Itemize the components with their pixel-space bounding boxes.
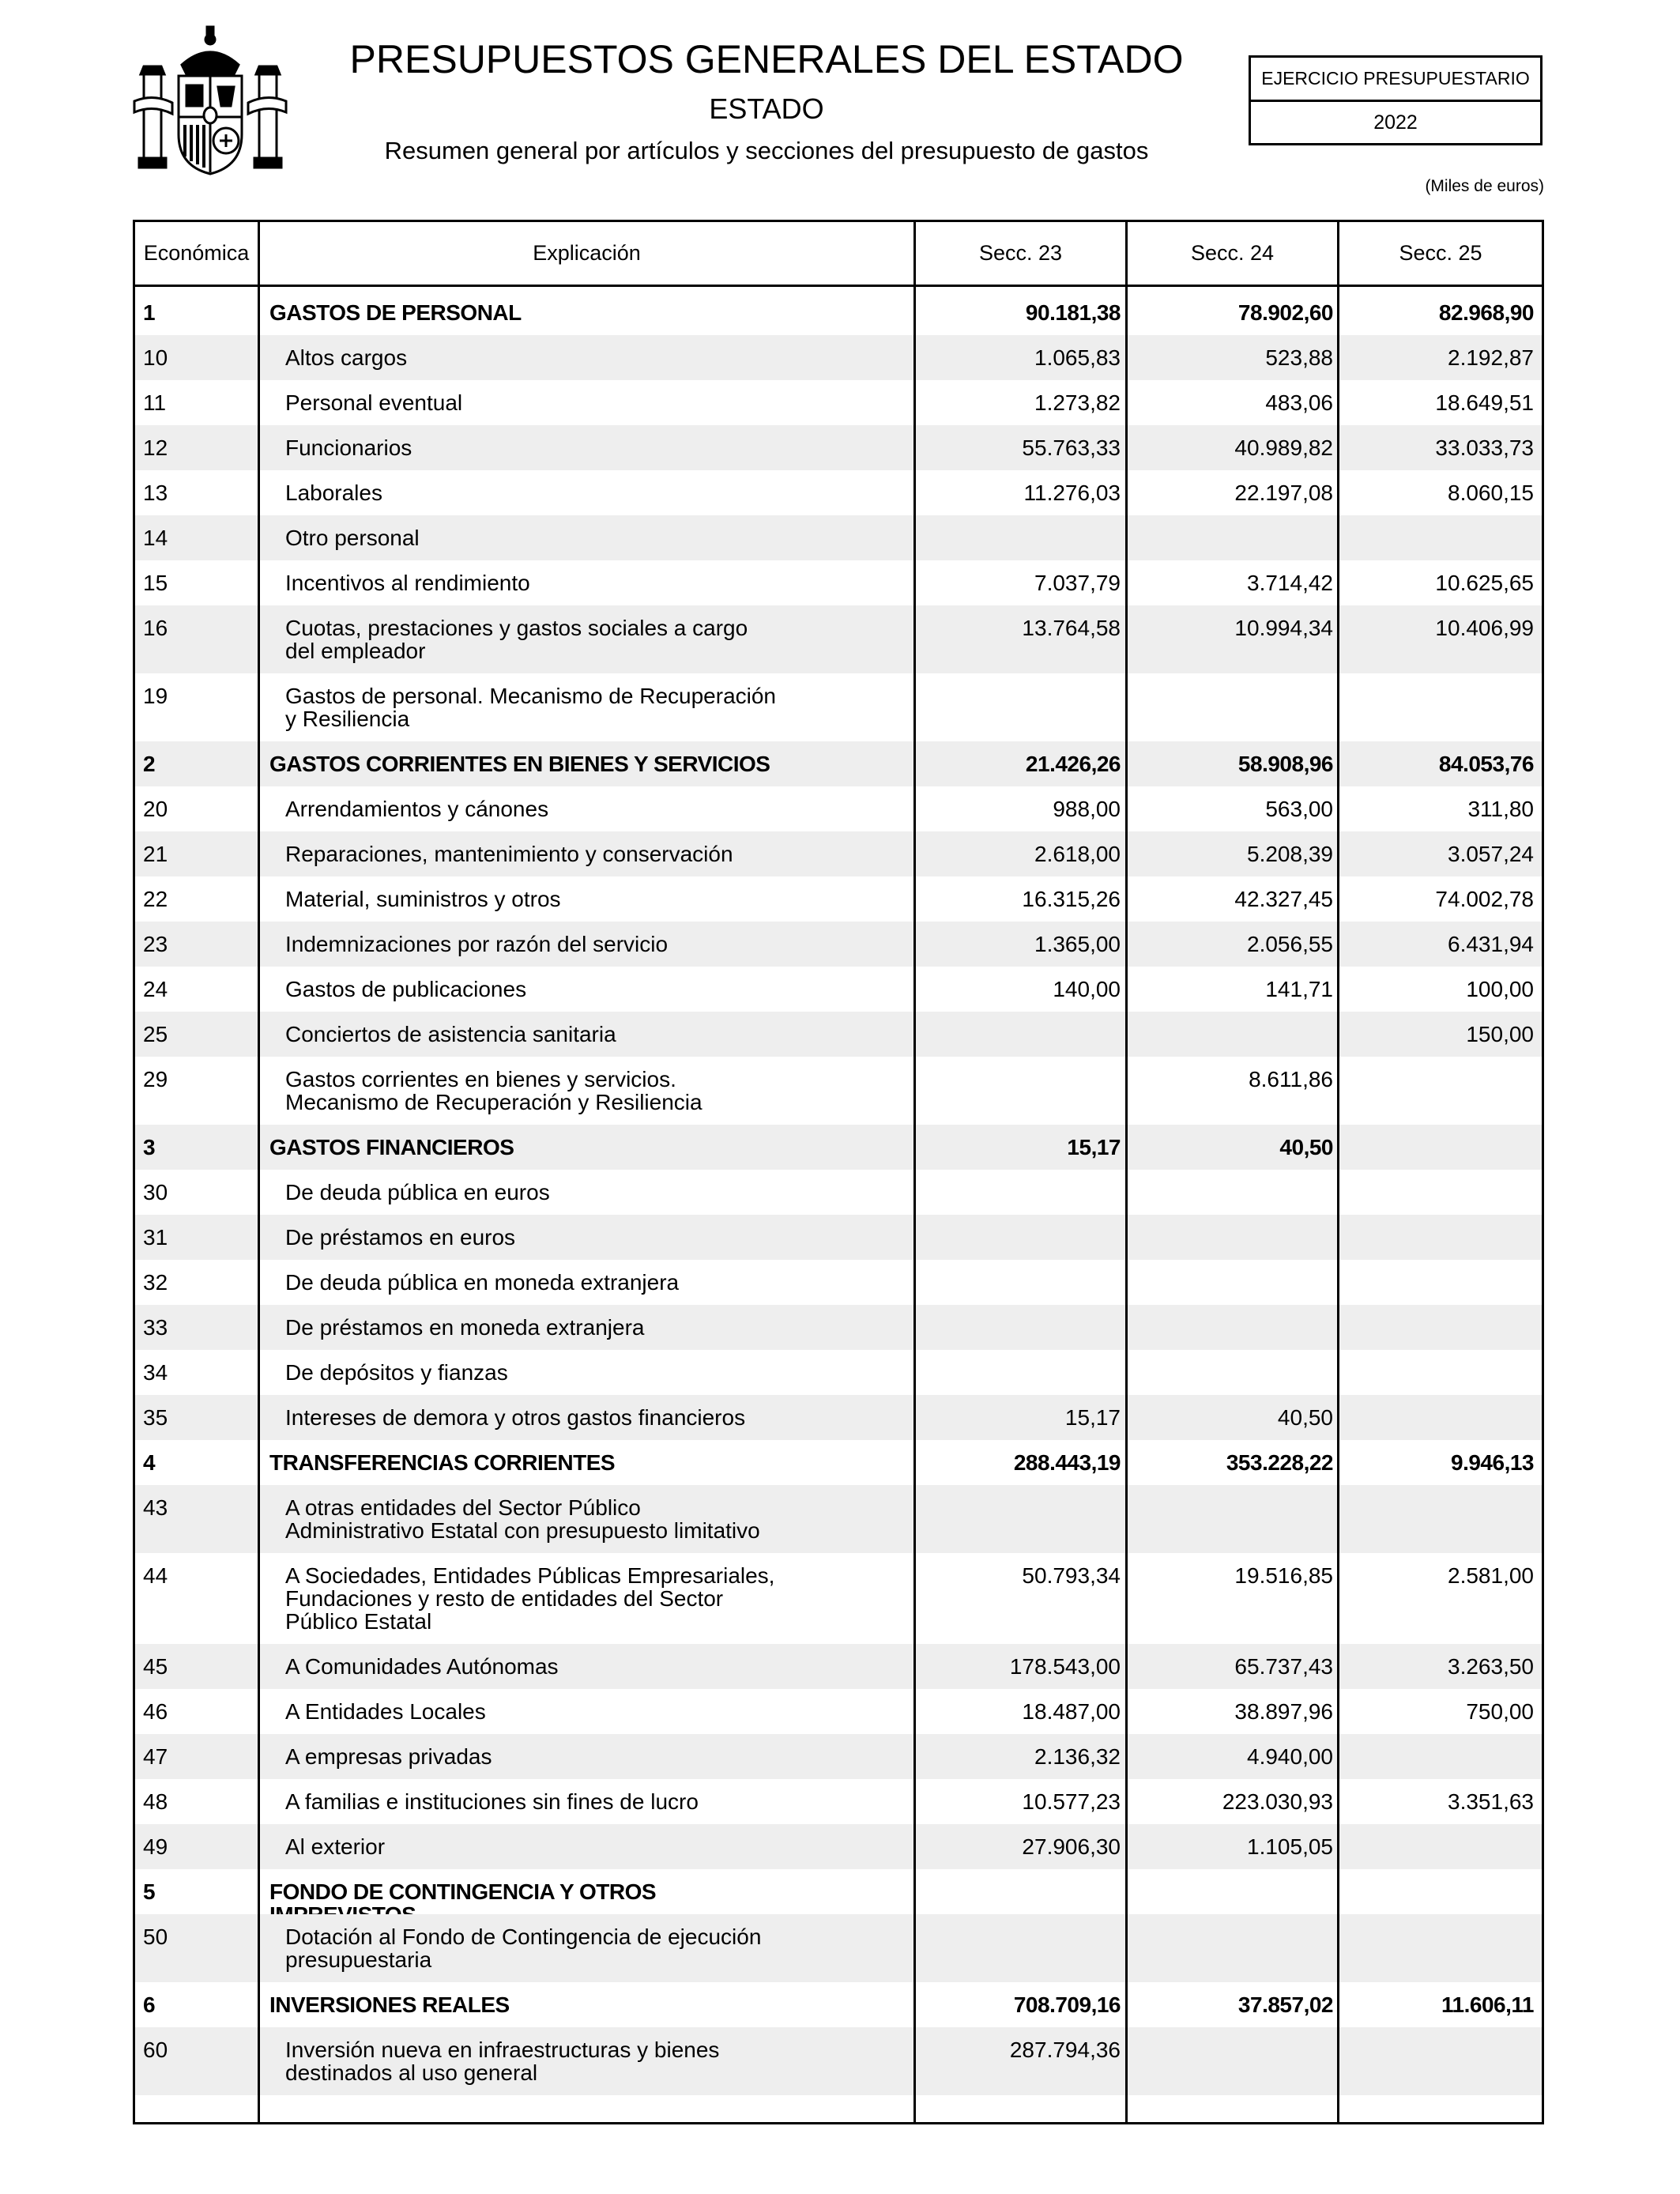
- explicacion-cell: Conciertos de asistencia sanitaria: [285, 1022, 616, 1046]
- secc-23-cell: 988,00: [1053, 797, 1121, 821]
- secc-23-cell: 10.577,23: [1022, 1789, 1121, 1814]
- secc-24-cell: 4.940,00: [1247, 1744, 1333, 1769]
- explicacion-cell: A otras entidades del Sector Público Administrativo Estatal con presupuesto limitativo: [285, 1495, 760, 1543]
- secc-25-cell: 2.581,00: [1448, 1563, 1534, 1588]
- secc-24-cell: 483,06: [1265, 390, 1333, 415]
- secc-24-cell: 10.994,34: [1234, 616, 1333, 640]
- secc-23-cell: 50.793,34: [1022, 1563, 1121, 1588]
- column-header-secc-23: Secc. 23: [978, 241, 1063, 265]
- secc-24-cell: 37.857,02: [1237, 1992, 1333, 2017]
- economica-cell: 35: [143, 1405, 168, 1430]
- secc-25-cell: [135, 1305, 1534, 1316]
- economica-cell: 3: [143, 1135, 156, 1159]
- column-divider: [258, 222, 260, 2122]
- column-divider: [913, 222, 916, 2122]
- ejercicio-box: [1249, 55, 1543, 145]
- table-row: [135, 922, 1542, 967]
- explicacion-cell: Arrendamientos y cánones: [285, 797, 549, 821]
- explicacion-cell: A Sociedades, Entidades Públicas Empresariales, Fundaciones y resto de entidades del Sector Público Estatal: [285, 1563, 775, 1634]
- secc-25-cell: [135, 1057, 1534, 1068]
- explicacion-cell: Laborales: [285, 481, 382, 505]
- column-header-secc-24: Secc. 24: [1190, 241, 1275, 265]
- economica-cell: 44: [143, 1563, 168, 1588]
- secc-23-cell: 1.273,82: [1034, 390, 1121, 415]
- secc-25-cell: [135, 1260, 1534, 1271]
- secc-25-cell: [135, 1485, 1534, 1496]
- explicacion-cell: Cuotas, prestaciones y gastos sociales a cargo del empleador: [285, 616, 748, 663]
- secc-23-cell: 7.037,79: [1034, 571, 1121, 595]
- table-row-chapter: [135, 1982, 1542, 2027]
- explicacion-cell: Reparaciones, mantenimiento y conservación: [285, 842, 733, 866]
- table-row: [135, 425, 1542, 470]
- table-row: [135, 1779, 1542, 1824]
- secc-24-cell: 5.208,39: [1247, 842, 1333, 866]
- secc-23-cell: 15,17: [1067, 1135, 1121, 1159]
- secc-24-cell: 523,88: [1265, 345, 1333, 370]
- economica-cell: 34: [143, 1360, 168, 1385]
- table-row: [135, 673, 1542, 741]
- table-row: [135, 380, 1542, 425]
- economica-cell: 15: [143, 571, 168, 595]
- secc-23-cell: 15,17: [1064, 1405, 1121, 1430]
- explicacion-cell: Incentivos al rendimiento: [285, 571, 530, 595]
- secc-23-cell: 21.426,26: [1025, 752, 1121, 776]
- explicacion-cell: Material, suministros y otros: [285, 887, 561, 911]
- table-row: [135, 605, 1542, 673]
- column-divider: [1125, 222, 1128, 2122]
- secc-23-cell: 178.543,00: [1009, 1654, 1121, 1679]
- secc-25-cell: 311,80: [1467, 797, 1534, 821]
- economica-cell: 22: [143, 887, 168, 911]
- secc-25-cell: 3.057,24: [1448, 842, 1534, 866]
- secc-25-cell: [135, 1869, 1534, 1880]
- page-title: PRESUPUESTOS GENERALES DEL ESTADO: [349, 37, 1184, 81]
- secc-25-cell: 10.625,65: [1435, 571, 1534, 595]
- economica-cell: 13: [143, 481, 168, 505]
- secc-25-cell: 2.192,87: [1448, 345, 1534, 370]
- economica-cell: 11: [143, 390, 167, 415]
- economica-cell: 4: [143, 1450, 156, 1475]
- secc-25-cell: [135, 1350, 1534, 1361]
- column-divider: [1337, 222, 1339, 2122]
- secc-24-cell: 40.989,82: [1234, 435, 1333, 460]
- table-row: [135, 515, 1542, 560]
- economica-cell: 5: [143, 1879, 156, 1904]
- secc-25-cell: 84.053,76: [1438, 752, 1534, 776]
- explicacion-cell: De préstamos en euros: [285, 1225, 516, 1250]
- secc-24-cell: 3.714,42: [1247, 571, 1333, 595]
- page-subtitle: ESTADO: [709, 92, 824, 125]
- secc-25-cell: [135, 1734, 1534, 1745]
- economica-cell: 20: [143, 797, 168, 821]
- secc-24-cell: 40,50: [1279, 1135, 1333, 1159]
- column-header-secc-25: Secc. 25: [1399, 241, 1482, 265]
- secc-24-cell: 141,71: [1265, 977, 1333, 1001]
- secc-23-cell: 1.065,83: [1034, 345, 1121, 370]
- secc-24-cell: 353.228,22: [1226, 1450, 1333, 1475]
- ejercicio-label: EJERCICIO PRESUPUESTARIO: [1251, 58, 1540, 102]
- secc-25-cell: 11.606,11: [1441, 1992, 1534, 2017]
- economica-cell: 12: [143, 435, 168, 460]
- economica-cell: 46: [143, 1699, 168, 1724]
- table-row: [135, 1824, 1542, 1869]
- secc-25-cell: 9.946,13: [1451, 1450, 1534, 1475]
- explicacion-cell: GASTOS FINANCIEROS: [269, 1135, 514, 1159]
- secc-25-cell: 74.002,78: [1435, 887, 1534, 911]
- economica-cell: 10: [143, 345, 168, 370]
- table-row-chapter: [135, 290, 1542, 335]
- table-row: [135, 560, 1542, 605]
- secc-25-cell: [135, 1824, 1534, 1835]
- secc-23-cell: 27.906,30: [1022, 1834, 1121, 1859]
- explicacion-cell: De préstamos en moneda extranjera: [285, 1315, 645, 1340]
- table-row: [135, 967, 1542, 1012]
- secc-25-cell: 3.351,63: [1448, 1789, 1534, 1814]
- table-row: [135, 1057, 1542, 1125]
- table-row: [135, 1734, 1542, 1779]
- economica-cell: 16: [143, 616, 168, 640]
- table-row: [135, 876, 1542, 922]
- secc-24-cell: 563,00: [1265, 797, 1333, 821]
- explicacion-cell: Otro personal: [285, 526, 420, 550]
- economica-cell: 14: [143, 526, 168, 550]
- explicacion-cell: Altos cargos: [285, 345, 408, 370]
- header: [269, 32, 1264, 171]
- economica-cell: 29: [143, 1067, 168, 1091]
- explicacion-cell: INVERSIONES REALES: [269, 1992, 510, 2017]
- secc-23-cell: 55.763,33: [1022, 435, 1121, 460]
- column-header-economica: Económica: [143, 241, 250, 265]
- economica-cell: 49: [143, 1834, 168, 1859]
- table-row: [135, 335, 1542, 380]
- table-row: [135, 1914, 1542, 1982]
- economica-cell: 32: [143, 1270, 168, 1295]
- secc-24-cell: 19.516,85: [1234, 1563, 1333, 1588]
- economica-cell: 48: [143, 1789, 168, 1814]
- table-row-chapter: [135, 1125, 1542, 1170]
- explicacion-cell: A empresas privadas: [285, 1744, 492, 1769]
- secc-25-cell: 8.060,15: [1448, 481, 1534, 505]
- explicacion-cell: Inversión nueva en infraestructuras y bienes destinados al uso general: [285, 2038, 720, 2085]
- secc-25-cell: [135, 1395, 1534, 1406]
- explicacion-cell: Gastos de personal. Mecanismo de Recuperación y Resiliencia: [285, 684, 777, 731]
- secc-24-cell: 2.056,55: [1247, 932, 1333, 956]
- table-row: [135, 786, 1542, 831]
- secc-24-cell: 223.030,93: [1222, 1789, 1333, 1814]
- page-description: Resumen general por artículos y secciones del presupuesto de gastos: [384, 137, 1149, 164]
- table-row: [135, 470, 1542, 515]
- explicacion-cell: De deuda pública en moneda extranjera: [285, 1270, 680, 1295]
- budget-table: [133, 220, 1544, 2124]
- explicacion-cell: Funcionarios: [285, 435, 412, 460]
- secc-25-cell: 6.431,94: [1448, 932, 1534, 956]
- economica-cell: 45: [143, 1654, 168, 1679]
- secc-25-cell: [135, 515, 1534, 526]
- secc-24-cell: 42.327,45: [1234, 887, 1333, 911]
- explicacion-cell: Personal eventual: [285, 390, 463, 415]
- table-row: [135, 1215, 1542, 1260]
- table-row-chapter: [135, 1869, 1542, 1914]
- explicacion-cell: A Entidades Locales: [285, 1699, 486, 1724]
- secc-24-cell: 78.902,60: [1237, 300, 1333, 325]
- explicacion-cell: A familias e instituciones sin fines de lucro: [285, 1789, 699, 1814]
- secc-23-cell: 288.443,19: [1013, 1450, 1121, 1475]
- explicacion-cell: FONDO DE CONTINGENCIA Y OTROS: [269, 1879, 657, 1904]
- economica-cell: 43: [143, 1495, 168, 1520]
- secc-24-cell: 8.611,86: [1249, 1067, 1333, 1091]
- economica-cell: 25: [143, 1022, 168, 1046]
- explicacion-cell: A Comunidades Autónomas: [285, 1654, 559, 1679]
- economica-cell: 31: [143, 1225, 168, 1250]
- secc-23-cell: 287.794,36: [1009, 2038, 1121, 2062]
- table-row: [135, 1305, 1542, 1350]
- secc-24-cell: 38.897,96: [1234, 1699, 1333, 1724]
- table-row-chapter: [135, 741, 1542, 786]
- explicacion-cell: De deuda pública en euros: [285, 1180, 550, 1204]
- explicacion-cell: Intereses de demora y otros gastos financieros: [285, 1405, 746, 1430]
- economica-cell: 2: [143, 752, 156, 776]
- explicacion-cell: De depósitos y fianzas: [285, 1360, 508, 1385]
- explicacion-cell: Gastos corrientes en bienes y servicios. Mecanismo de Recuperación y Resiliencia: [285, 1067, 703, 1114]
- economica-cell: 50: [143, 1924, 168, 1949]
- table-row: [135, 1485, 1542, 1553]
- secc-23-cell: 140,00: [1053, 977, 1121, 1001]
- coat-of-arms-icon: [133, 24, 288, 179]
- secc-25-cell: 33.033,73: [1435, 435, 1534, 460]
- economica-cell: 30: [143, 1180, 168, 1204]
- secc-23-cell: 16.315,26: [1022, 887, 1121, 911]
- secc-24-cell: 65.737,43: [1234, 1654, 1333, 1679]
- table-row: [135, 2027, 1542, 2095]
- secc-25-cell: 3.263,50: [1448, 1654, 1534, 1679]
- table-row: [135, 1395, 1542, 1440]
- secc-23-cell: 13.764,58: [1022, 616, 1121, 640]
- secc-23-cell: 1.365,00: [1034, 932, 1121, 956]
- table-row-chapter: [135, 1440, 1542, 1485]
- secc-25-cell: 82.968,90: [1438, 300, 1534, 325]
- table-body: [135, 290, 1542, 2095]
- table-row: [135, 1012, 1542, 1057]
- secc-23-cell: 90.181,38: [1025, 300, 1121, 325]
- table-row: [135, 1689, 1542, 1734]
- secc-25-cell: [135, 1125, 1534, 1136]
- secc-23-cell: 18.487,00: [1022, 1699, 1121, 1724]
- secc-25-cell: 150,00: [1466, 1022, 1534, 1046]
- units-note: (Miles de euros): [1425, 177, 1544, 195]
- economica-cell: 19: [143, 684, 168, 708]
- table-row: [135, 1553, 1542, 1644]
- table-row: [135, 1350, 1542, 1395]
- secc-25-cell: [135, 2027, 1534, 2038]
- column-header-explicacion: Explicación: [533, 241, 641, 265]
- economica-cell: 60: [143, 2038, 168, 2062]
- explicacion-cell: GASTOS DE PERSONAL: [269, 300, 522, 325]
- secc-25-cell: [135, 1914, 1534, 1925]
- table-row: [135, 1644, 1542, 1689]
- secc-25-cell: 18.649,51: [1435, 390, 1534, 415]
- secc-23-cell: 708.709,16: [1013, 1992, 1121, 2017]
- table-row: [135, 1260, 1542, 1305]
- secc-25-cell: 100,00: [1466, 977, 1534, 1001]
- explicacion-cell: Gastos de publicaciones: [285, 977, 527, 1001]
- economica-cell: 23: [143, 932, 168, 956]
- economica-cell: 6: [143, 1992, 156, 2017]
- secc-25-cell: [135, 1170, 1534, 1181]
- economica-cell: 33: [143, 1315, 168, 1340]
- secc-25-cell: [135, 673, 1534, 684]
- explicacion-cell: TRANSFERENCIAS CORRIENTES: [269, 1450, 616, 1475]
- explicacion-cell: Dotación al Fondo de Contingencia de ejecución presupuestaria: [285, 1924, 762, 1972]
- explicacion-cell: Al exterior: [285, 1834, 386, 1859]
- economica-cell: 1: [143, 300, 156, 325]
- explicacion-cell: Indemnizaciones por razón del servicio: [285, 932, 669, 956]
- explicacion-cell: GASTOS CORRIENTES EN BIENES Y SERVICIOS: [269, 752, 770, 776]
- table-row: [135, 831, 1542, 876]
- secc-23-cell: 11.276,03: [1023, 481, 1121, 505]
- secc-23-cell: 2.136,32: [1034, 1744, 1121, 1769]
- ejercicio-year: 2022: [1373, 111, 1418, 134]
- secc-24-cell: 22.197,08: [1234, 481, 1333, 505]
- economica-cell: 21: [143, 842, 168, 866]
- economica-cell: 47: [143, 1744, 168, 1769]
- table-row: [135, 1170, 1542, 1215]
- economica-cell: 24: [143, 977, 168, 1001]
- secc-23-cell: 2.618,00: [1034, 842, 1121, 866]
- secc-24-cell: 58.908,96: [1237, 752, 1333, 776]
- secc-24-cell: 1.105,05: [1247, 1834, 1333, 1859]
- table-header: [135, 222, 1542, 287]
- secc-24-cell: 40,50: [1277, 1405, 1333, 1430]
- secc-25-cell: [135, 1215, 1534, 1226]
- secc-25-cell: 10.406,99: [1435, 616, 1534, 640]
- secc-25-cell: 750,00: [1466, 1699, 1534, 1724]
